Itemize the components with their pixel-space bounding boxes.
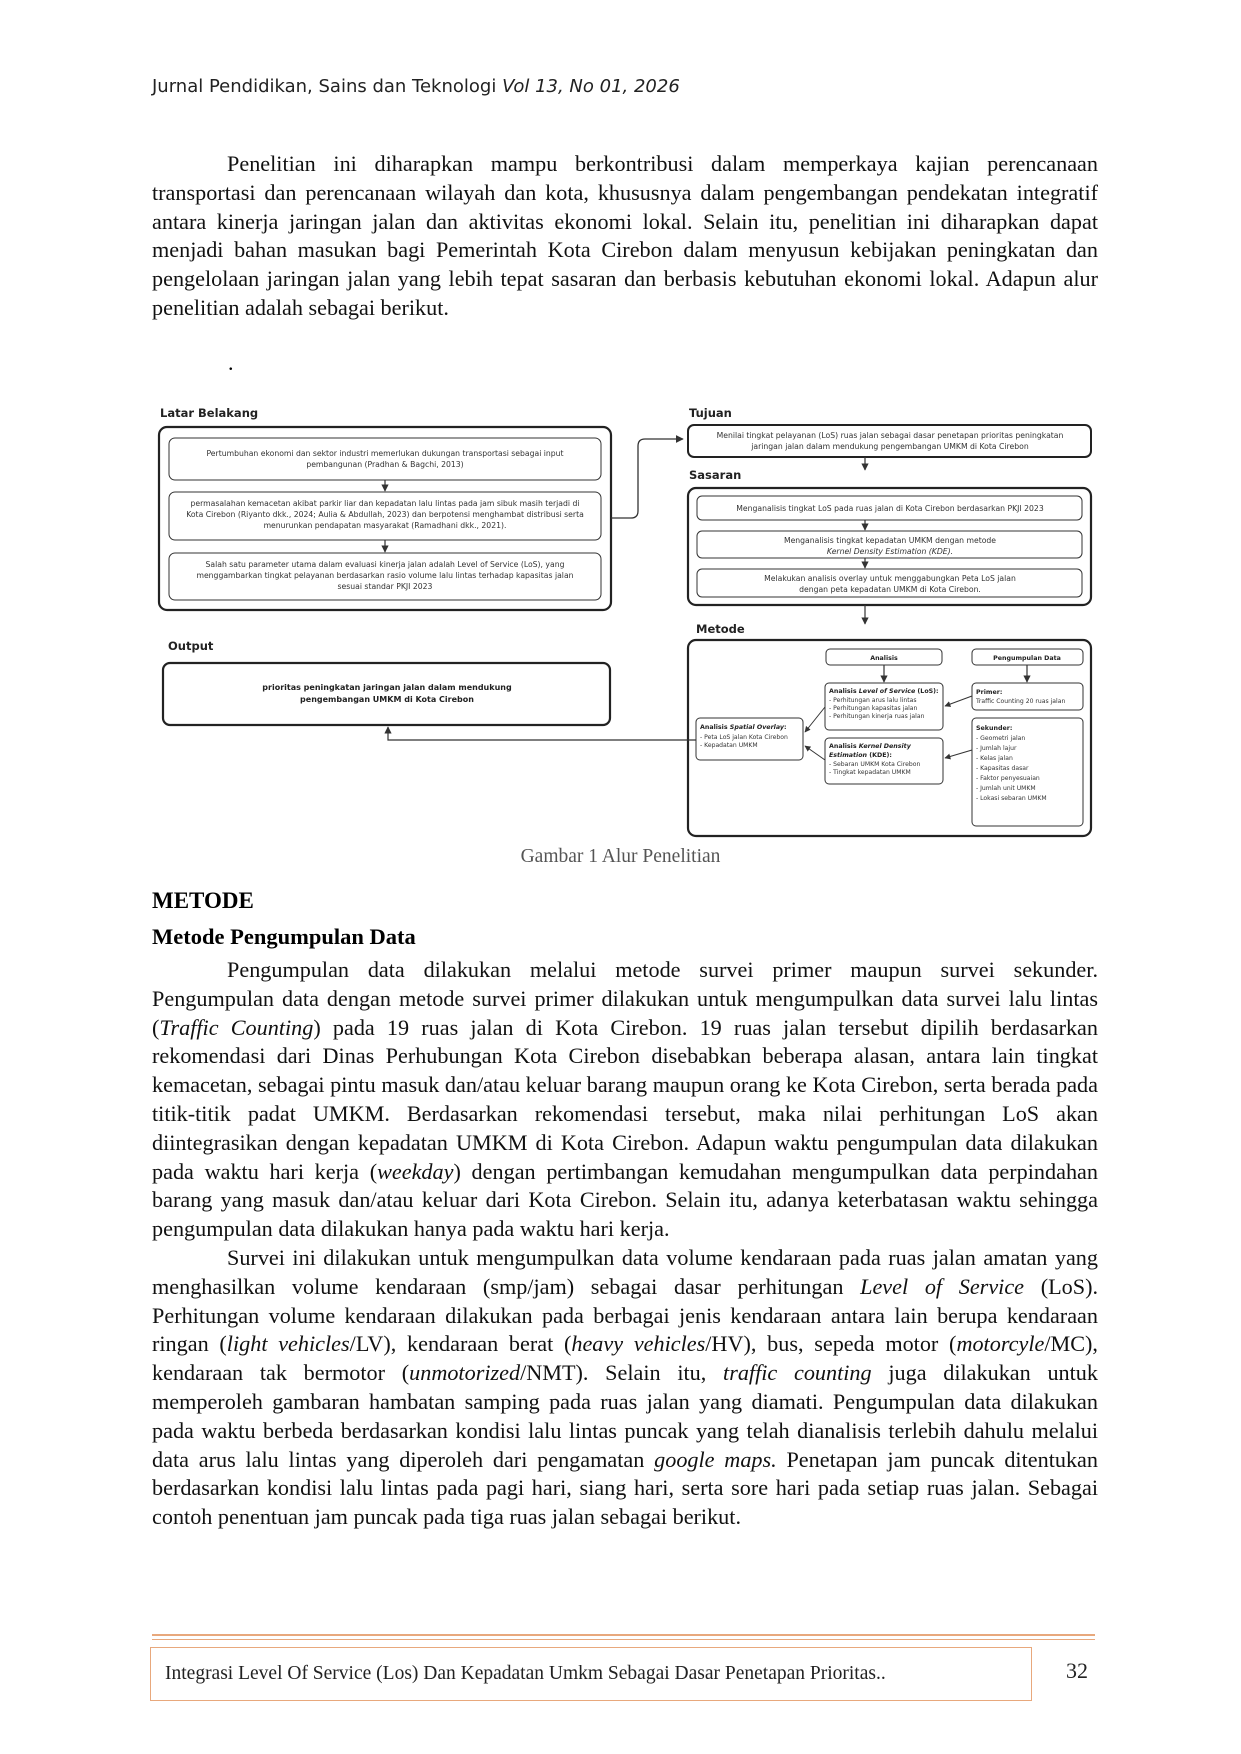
text-run: (LoS). Perhitungan volume kendaraan dilakukan pada berbagai jenis kendaraan antara lain berupa kendaraan ringan ( bbox=[152, 1273, 1099, 1357]
kde-item-1: - Sebaran UMKM Kota Cirebon bbox=[829, 761, 921, 768]
latar-item-2-line-2: Kota Cirebon (Riyanto dkk., 2024; Aulia & Abdullah, 2023) dan berpotensi menghambat distribusi serta bbox=[186, 510, 584, 519]
italic-term: Traffic Counting bbox=[159, 1014, 314, 1040]
latar-item-1-line-2: pembangunan (Pradhan & Bagchi, 2013) bbox=[306, 460, 464, 469]
kde-analysis-title-line-2: Estimation (KDE): bbox=[829, 752, 892, 759]
text-run: Pengumpulan data dilakukan melalui metode survei primer maupun survei sekunder. Pengumpulan data dengan metode survei primer dilakukan untuk mengumpulkan data survei lalu lintas ( bbox=[152, 957, 1098, 1040]
primer-box bbox=[972, 683, 1083, 710]
output-line-1: prioritas peningkatan jaringan jalan dalam mendukung bbox=[262, 683, 512, 692]
sasaran-item-3-line-1: Melakukan analisis overlay untuk menggabungkan Peta LoS jalan bbox=[764, 574, 1016, 583]
sasaran-item-2-line-2: Kernel Density Estimation (KDE). bbox=[826, 547, 954, 556]
latar-item-1-line-1: Pertumbuhan ekonomi dan sektor industri memerlukan dukungan transportasi sebagai input bbox=[206, 449, 564, 458]
subsection-heading: Metode Pengumpulan Data bbox=[152, 924, 416, 949]
tujuan-line-2: jaringan jalan dalam mendukung pengembangan UMKM di Kota Cirebon bbox=[751, 442, 1029, 451]
sekunder-item-1: - Geometri jalan bbox=[976, 735, 1026, 742]
research-flow-figure bbox=[150, 400, 1100, 845]
italic-term: traffic counting bbox=[723, 1360, 872, 1386]
connector-latar-to-tujuan bbox=[611, 439, 683, 518]
text-run: Survei ini dilakukan untuk mengumpulkan data volume kendaraan pada ruas jalan amatan yang menghasilkan volume kendaraan (smp/jam) sebagai dasar perhitungan bbox=[152, 1244, 1098, 1299]
sasaran-item-1-line-1: Menganalisis tingkat LoS pada ruas jalan di Kota Cirebon berdasarkan PKJI 2023 bbox=[736, 504, 1044, 513]
spatial-item-2: - Kepadatan UMKM bbox=[700, 742, 758, 749]
sekunder-item-3: - Kelas jalan bbox=[976, 755, 1013, 762]
latar-belakang-title: Latar Belakang bbox=[160, 406, 259, 420]
latar-item-2-line-1: permasalahan kemacetan akibat parkir liar dan kepadatan lalu lintas pada jam sibuk masih terjadi di bbox=[190, 499, 580, 508]
text-run: /LV), kendaraan berat ( bbox=[349, 1331, 572, 1357]
journal-issue: Vol 13, No 01, 2026 bbox=[502, 76, 680, 97]
intro-section bbox=[152, 150, 1098, 323]
stray-dot: . bbox=[228, 350, 234, 375]
page-number: 32 bbox=[1066, 1658, 1088, 1683]
text-run: /MC), kendaraan tak bermotor ( bbox=[152, 1331, 1098, 1386]
latar-item-3-line-3: sesuai standar PKJI 2023 bbox=[337, 582, 433, 591]
italic-term: Level of Service bbox=[860, 1273, 1025, 1299]
los-item-2: - Perhitungan kapasitas jalan bbox=[829, 705, 918, 712]
los-analysis-title: Analisis Level of Service (LoS): bbox=[829, 688, 939, 695]
sasaran-title: Sasaran bbox=[689, 468, 742, 482]
footer-title: Integrasi Level Of Service (Los) Dan Kepadatan Umkm Sebagai Dasar Penetapan Prioritas.. bbox=[165, 1663, 886, 1684]
primer-title: Primer: bbox=[976, 689, 1003, 696]
running-header bbox=[152, 76, 680, 97]
text-run: ) dengan pertimbangan kemudahan mengumpulkan data perpindahan barang yang masuk dan/atau keluar dari Kota Cirebon. Selain itu, adanya keterbatasan waktu sehingga pengumpulan data dilakukan hanya pada waktu hari kerja. bbox=[152, 1158, 1098, 1242]
kde-item-2: - Tingkat kepadatan UMKM bbox=[829, 769, 911, 776]
tujuan-title: Tujuan bbox=[689, 406, 732, 420]
spatial-item-1: - Peta LoS jalan Kota Cirebon bbox=[700, 734, 788, 741]
output-title: Output bbox=[168, 639, 214, 653]
sekunder-item-7: - Lokasi sebaran UMKM bbox=[976, 795, 1047, 802]
sekunder-item-4: - Kapasitas dasar bbox=[976, 765, 1029, 772]
spatial-overlay-title: Analisis Spatial Overlay: bbox=[700, 724, 787, 731]
footer-rule-bottom bbox=[152, 1639, 1095, 1640]
method-paragraph-2 bbox=[152, 1244, 1098, 1532]
method-body bbox=[152, 956, 1098, 1532]
method-paragraph-1 bbox=[152, 956, 1098, 1244]
latar-item-3-line-2: menggambarkan tingkat pelayanan berdasarkan rasio volume lalu lintas terhadap kapasitas jalan bbox=[196, 571, 574, 580]
text-run: Penetapan jam puncak ditentukan berdasarkan kondisi lalu lintas pada pagi hari, siang hari, serta sore hari pada setiap ruas jalan. Sebagai contoh penentuan jam puncak pada tiga ruas jalan sebagai berikut. bbox=[152, 1446, 1098, 1530]
intro-paragraph: Penelitian ini diharapkan mampu berkontribusi dalam memperkaya kajian perencanaan transportasi dan perencanaan wilayah dan kota, khususnya dalam pengembangan pendekatan integratif antara kinerja jaringan jalan dan aktivitas ekonomi lokal. Selain itu, penelitian ini diharapkan dapat menjadi bahan masukan bagi Pemerintah Kota Cirebon dalam menyusun kebijakan peningkatan dan pengelolaan jaringan jalan yang lebih tepat sasaran dan berbasis kebutuhan ekonomi lokal. Adapun alur penelitian adalah sebagai berikut. bbox=[152, 151, 1098, 320]
metode-title: Metode bbox=[696, 622, 745, 636]
text-run: /HV), bus, sepeda motor ( bbox=[705, 1331, 957, 1357]
arrow-spatial-output bbox=[388, 727, 696, 740]
figure-caption: Gambar 1 Alur Penelitian bbox=[520, 846, 721, 867]
footer-rule-top bbox=[152, 1634, 1095, 1636]
section-heading: METODE bbox=[152, 888, 254, 913]
journal-name: Jurnal Pendidikan, Sains dan Teknologi bbox=[152, 76, 497, 97]
los-item-3: - Perhitungan kinerja ruas jalan bbox=[829, 713, 925, 720]
latar-item-1-box bbox=[169, 438, 601, 480]
sasaran-item-3-line-2: dengan peta kepadatan UMKM di Kota Cirebon. bbox=[799, 585, 981, 594]
text-run: ) pada 19 ruas jalan di Kota Cirebon. 19 ruas jalan tersebut dipilih berdasarkan rekomendasi dari Dinas Perhubungan Kota Cirebon disebabkan beberapa alasan, antara lain tingkat kemacetan, sebagai pintu masuk dan/atau keluar barang maupun orang ke Kota Cirebon, serta berada pada titik-titik padat UMKM. Berdasarkan rekomendasi tersebut, maka nilai perhitungan LoS akan diintegrasikan dengan kepadatan UMKM di Kota Cirebon. Adapun waktu pengumpulan data dilakukan pada waktu hari kerja ( bbox=[152, 1014, 1098, 1184]
sekunder-item-6: - Jumlah unit UMKM bbox=[976, 785, 1036, 792]
los-item-1: - Perhitungan arus lalu lintas bbox=[829, 697, 917, 704]
text-run: juga dilakukan untuk memperoleh gambaran hambatan samping pada ruas jalan yang diamati. Pengumpulan data dilakukan pada waktu berbeda berdasarkan kondisi lalu lintas puncak yang telah dianalisis terlebih dahulu melalui data arus lalu lintas yang diperoleh dari pengamatan bbox=[152, 1360, 1098, 1472]
italic-term: weekday bbox=[377, 1158, 454, 1184]
primer-text: Traffic Counting 20 ruas jalan bbox=[976, 698, 1066, 705]
kde-analysis-title-line-1: Analisis Kernel Density bbox=[829, 743, 911, 750]
sekunder-item-2: - Jumlah lajur bbox=[976, 745, 1017, 752]
tujuan-line-1: Menilai tingkat pelayanan (LoS) ruas jalan sebagai dasar penetapan prioritas peningkatan bbox=[716, 431, 1064, 440]
tujuan-box bbox=[688, 425, 1091, 457]
output-line-2: pengembangan UMKM di Kota Cirebon bbox=[300, 695, 474, 704]
analisis-label: Analisis bbox=[870, 655, 898, 662]
sasaran-item-2-line-1: Menganalisis tingkat kepadatan UMKM dengan metode bbox=[783, 536, 997, 545]
sekunder-title: Sekunder: bbox=[976, 725, 1013, 732]
italic-term: motorcyle bbox=[956, 1331, 1045, 1357]
output-box bbox=[163, 663, 610, 725]
research-flow-diagram bbox=[150, 400, 1100, 845]
italic-term: google maps. bbox=[654, 1446, 777, 1472]
italic-term: unmotorized bbox=[409, 1360, 521, 1386]
latar-item-3-line-1: Salah satu parameter utama dalam evaluasi kinerja jalan adalah Level of Service (LoS), yang bbox=[205, 560, 565, 569]
text-run: /NMT). Selain itu, bbox=[520, 1360, 724, 1386]
italic-term: heavy vehicles bbox=[571, 1331, 706, 1357]
italic-term: light vehicles bbox=[226, 1331, 350, 1357]
latar-item-2-line-3: menurunkan pendapatan masyarakat (Ramadhani dkk., 2021). bbox=[263, 521, 507, 530]
pengumpulan-label: Pengumpulan Data bbox=[993, 655, 1061, 662]
sekunder-item-5: - Faktor penyesuaian bbox=[976, 775, 1040, 782]
